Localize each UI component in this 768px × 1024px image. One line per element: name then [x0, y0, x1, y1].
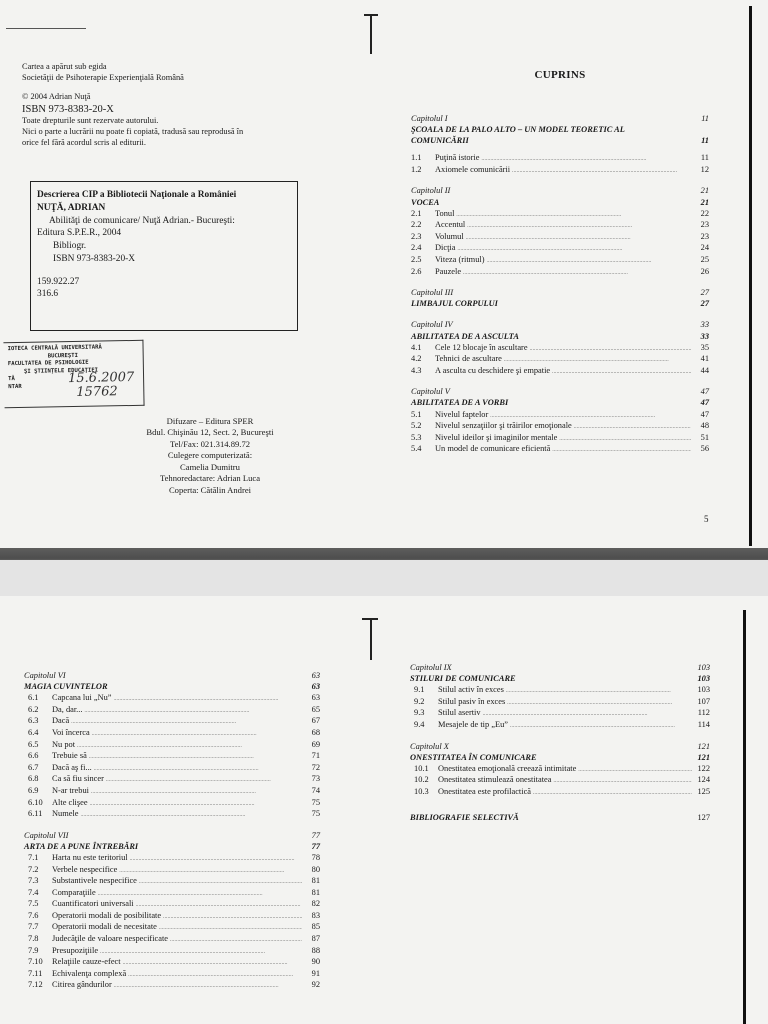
toc-item-number: 10.1	[414, 763, 429, 773]
toc-item	[24, 910, 320, 922]
toc-item	[410, 786, 710, 798]
page-ref: 103	[697, 674, 710, 684]
toc-item-number: 9.3	[414, 708, 425, 718]
toc-item-title: Judecăţile de valoare nespecificate	[52, 934, 169, 944]
toc-item-number: 6.10	[28, 797, 43, 807]
toc-page-5	[411, 113, 709, 455]
chapter-title: ABILITATEA DE A VORBI	[411, 398, 509, 408]
page-ref: 27	[700, 288, 709, 298]
toc-item-number: 6.3	[28, 716, 39, 726]
toc-item	[24, 898, 320, 910]
toc-item-title: Onestitatea stimulează onestitatea	[438, 775, 552, 785]
toc-item	[411, 342, 709, 354]
page-ref: 21	[700, 197, 709, 207]
page-ref: 33	[700, 331, 709, 341]
toc-item-number: 2.3	[411, 231, 422, 241]
toc-item-title: Nivelul faptelor	[435, 409, 489, 419]
chapter-title: ONESTITATEA ÎN COMUNICARE	[410, 752, 537, 762]
chapter-title: LIMBAJUL CORPULUI	[411, 299, 498, 309]
toc-item	[24, 852, 320, 864]
cip-class: 159.922.27	[37, 276, 80, 287]
page-ref: 75	[311, 797, 320, 807]
cip-class: 316.6	[37, 289, 59, 300]
chapter-title-row	[410, 673, 710, 684]
page-ref: 73	[311, 774, 320, 784]
toc-item-title: Nivelul ideilor şi imaginilor mentale	[435, 432, 558, 442]
page-ref: 114	[697, 719, 710, 729]
page-ref: 56	[700, 444, 709, 454]
toc-item-title: Tonul	[435, 208, 455, 218]
toc-item-number: 2.2	[411, 220, 422, 230]
toc-item-title: Tehnici de ascultare	[435, 354, 502, 364]
page-ref: 81	[311, 876, 320, 886]
chapter-title-row	[411, 135, 709, 146]
dist-line: Culegere computerizată:	[167, 450, 253, 461]
toc-item-title: Stilul asertiv	[438, 708, 481, 718]
spine-mark	[370, 14, 372, 54]
page-ref: 11	[700, 153, 709, 163]
page-ref: 69	[311, 739, 320, 749]
chapter-title: STILURI DE COMUNICARE	[410, 674, 516, 684]
page-ref: 68	[311, 727, 320, 737]
toc-item-title: Operatorii modali de posibilitate	[52, 910, 162, 920]
toc-item-number: 2.4	[411, 243, 422, 253]
page-ref: 51	[700, 432, 709, 442]
toc-item-title: Un model de comunicare eficientă	[435, 444, 551, 454]
toc-item-title: Axiomele comunicării	[435, 164, 511, 174]
page-ref: 103	[697, 663, 710, 672]
chapter-label: Capitolul X	[410, 741, 449, 751]
page-ref: 90	[311, 957, 320, 967]
dist-line: Tehnoredactare: Adrian Luca	[159, 473, 261, 484]
toc-item-title: Substantivele nespecifice	[52, 876, 137, 886]
page-ref: 80	[311, 864, 320, 874]
toc-item-title: Verbele nespecifice	[52, 864, 118, 874]
toc-item-title: Capcana lui „Nu”	[52, 693, 112, 703]
toc-item-number: 9.2	[414, 696, 425, 706]
toc-item	[24, 704, 320, 716]
rights-line: Toate drepturile sunt rezervate autorului.	[22, 116, 159, 126]
bibliography-row	[410, 812, 710, 823]
page-ref: 23	[700, 231, 709, 241]
page-ref: 27	[700, 299, 709, 309]
isbn: ISBN 973-8383-20-X	[22, 103, 114, 115]
toc-item-title: A asculta cu deschidere şi empatie	[435, 365, 551, 375]
toc-item-title: Viteza (ritmul)	[435, 255, 485, 265]
dist-line: Difuzare – Editura SPER	[166, 416, 254, 426]
page-ref: 65	[311, 704, 320, 714]
library-stamp	[3, 340, 144, 408]
chapter-title: ABILITATEA DE A ASCULTA	[411, 331, 519, 341]
bottom-book-spread	[0, 596, 768, 1024]
chapter-title-row	[24, 841, 320, 852]
chapter-title-row	[410, 752, 710, 763]
toc-item	[24, 887, 320, 899]
toc-item	[24, 956, 320, 968]
stamp-handwriting: 15.6.2007	[67, 369, 135, 387]
page-ref: 112	[697, 708, 710, 718]
chapter-label-row	[24, 830, 320, 841]
stamp-line: NTAR	[8, 383, 22, 390]
toc-item	[24, 968, 320, 980]
chapter-label: Capitolul VI	[24, 671, 66, 680]
toc-item-title: Cuantificatori universali	[52, 899, 134, 909]
toc-item-number: 7.1	[28, 852, 39, 862]
toc-item-title: Da, dar...	[52, 704, 83, 714]
chapter-label-row	[411, 386, 709, 397]
chapter-label: Capitolul VII	[24, 830, 69, 840]
chapter-title-row	[411, 124, 709, 135]
toc-item-number: 7.7	[28, 922, 39, 932]
toc-item	[410, 684, 710, 696]
toc-item-number: 6.6	[28, 751, 39, 761]
toc-item-title: Onestitatea este profilactică	[438, 786, 532, 796]
page-ref: 75	[311, 809, 320, 819]
imprint-block	[22, 62, 342, 149]
cuprins-title: CUPRINS	[534, 69, 586, 81]
toc-item-number: 5.3	[411, 432, 422, 442]
toc-item	[411, 420, 709, 432]
toc-item-title: Stilul activ în exces	[438, 685, 504, 695]
page-ref: 48	[700, 421, 709, 431]
chapter-title-row	[411, 298, 709, 309]
chapter-title-row	[411, 331, 709, 342]
page-ref: 77	[311, 830, 320, 840]
chapter-title-row	[24, 681, 320, 692]
toc-item-number: 9.4	[414, 719, 425, 729]
toc-item-title: Relaţiile cauze-efect	[52, 957, 121, 967]
toc-item	[411, 152, 709, 164]
chapter-label: Capitolul V	[411, 387, 450, 397]
stamp-line: IOTECA CENTRALĂ UNIVERSITARĂ	[7, 344, 102, 353]
toc-item-title: Citirea gândurilor	[52, 980, 112, 990]
page-edge	[743, 610, 746, 1024]
page-ref: 41	[700, 354, 709, 364]
dist-line: Tel/Fax: 021.314.89.72	[169, 438, 251, 449]
chapter-title-row	[411, 397, 709, 408]
stamp-line: ŞI ŞTIINŢELE EDUCAŢIEI	[23, 367, 99, 375]
page-number: 5	[704, 514, 709, 524]
toc-item-title: Presupoziţiile	[52, 945, 99, 955]
toc-item-number: 7.2	[28, 864, 39, 874]
toc-item-title: N-ar trebui	[52, 785, 89, 795]
toc-item	[24, 921, 320, 933]
chapter-title: VOCEA	[411, 197, 440, 207]
toc-item	[411, 409, 709, 421]
page-ref: 121	[697, 752, 710, 762]
toc-item-number: 7.9	[28, 945, 39, 955]
toc-item-number: 7.3	[28, 876, 39, 886]
page-ref: 21	[700, 186, 709, 196]
toc-item	[411, 365, 709, 377]
page-ref: 92	[311, 980, 320, 990]
page-ref: 11	[701, 114, 709, 123]
imprint-line: Societăţii de Psihoterapie Experienţială Română	[22, 72, 184, 82]
page-ref: 72	[311, 762, 320, 772]
toc-item-title: Operatorii modali de necesitate	[52, 922, 157, 932]
stamp-line: BUCUREŞTI	[47, 352, 79, 360]
toc-item-title: Alte clişee	[52, 797, 88, 807]
chapter-title-row	[411, 197, 709, 208]
chapter-label: Capitolul I	[411, 114, 448, 123]
spine-mark-top	[362, 618, 378, 620]
page-ref: 71	[311, 751, 320, 761]
cip-book: Abilităţi de comunicare/ Nuţă Adrian.- Bucureşti:	[49, 215, 235, 226]
page-edge	[749, 6, 752, 546]
distribution-block	[100, 416, 320, 496]
spine-mark	[370, 618, 372, 660]
imprint-line: Cartea a apărut sub egida	[22, 62, 107, 71]
toc-item-number: 10.2	[414, 775, 429, 785]
chapter-title: ŞCOALA DE LA PALO ALTO – UN MODEL TEORETIC AL	[411, 125, 625, 135]
toc-item	[24, 864, 320, 876]
toc-item-title: Harta nu este teritoriul	[52, 852, 128, 862]
page-ref: 103	[697, 685, 710, 695]
toc-item-title: Mesajele de tip „Eu”	[438, 719, 508, 729]
toc-item-title: Ca să fiu sincer	[52, 774, 104, 784]
page-ref: 11	[701, 136, 709, 146]
toc-item-number: 6.9	[28, 785, 39, 795]
toc-item-number: 7.10	[28, 957, 43, 967]
toc-item	[24, 773, 320, 785]
chapter-title: ARTA DE A PUNE ÎNTREBĂRI	[24, 841, 139, 851]
bibliography-title: BIBLIOGRAFIE SELECTIVĂ	[410, 812, 519, 822]
chapter-label-row	[411, 185, 709, 196]
toc-item-title: Voi încerca	[52, 727, 90, 737]
page-ref: 125	[697, 786, 710, 796]
cip-author: NUŢĂ, ADRIAN	[37, 202, 106, 213]
toc-item	[411, 266, 709, 278]
chapter-label-row	[411, 113, 709, 124]
toc-item-number: 7.8	[28, 934, 39, 944]
chapter-label-row	[411, 287, 709, 298]
page-ref: 85	[311, 922, 320, 932]
toc-item	[411, 231, 709, 243]
page-ref: 88	[311, 945, 320, 955]
dist-line: Bdul. Chişinău 12, Sect. 2, Bucureşti	[146, 427, 274, 438]
dist-line: Coperta: Cătălin Andrei	[168, 484, 252, 495]
toc-item-number: 2.1	[411, 208, 422, 218]
page-ref: 67	[311, 716, 320, 726]
toc-item	[410, 719, 710, 731]
toc-item-number: 6.11	[28, 809, 43, 819]
stamp-handwriting: 15762	[76, 384, 118, 400]
page-ref: 63	[311, 693, 320, 703]
toc-item-title: Onestitatea emoţională creează intimitate	[438, 763, 577, 773]
toc-item	[411, 242, 709, 254]
toc-item-number: 1.2	[411, 164, 422, 174]
toc-item	[24, 727, 320, 739]
toc-item-title: Cele 12 blocaje în ascultare	[435, 342, 528, 352]
page-ref: 107	[697, 696, 710, 706]
toc-item	[24, 739, 320, 751]
page-ref: 23	[700, 220, 709, 230]
toc-item-number: 2.6	[411, 266, 422, 276]
toc-item	[411, 443, 709, 455]
page-ref: 47	[700, 409, 709, 419]
stamp-line: TĂ	[8, 376, 15, 383]
page-ref: 63	[311, 682, 320, 692]
toc-item-number: 7.12	[28, 980, 43, 990]
toc-item-number: 7.4	[28, 887, 39, 897]
page-ref: 121	[697, 741, 710, 751]
page-ref: 63	[311, 671, 320, 680]
toc-item-title: Volumul	[435, 231, 464, 241]
cip-bibl: Bibliogr.	[53, 241, 87, 252]
toc-item	[24, 979, 320, 991]
page-ref: 82	[311, 899, 320, 909]
chapter-label-row	[411, 319, 709, 330]
page-ref: 91	[311, 968, 320, 978]
chapter-label-row	[410, 662, 710, 673]
toc-item	[24, 797, 320, 809]
toc-page-6	[24, 670, 320, 991]
toc-item-title: Dacă	[52, 716, 70, 726]
toc-item	[410, 696, 710, 708]
chapter-label: Capitolul II	[411, 186, 451, 196]
toc-item-title: Comparaţiile	[52, 887, 96, 897]
toc-item	[410, 763, 710, 775]
cip-isbn: ISBN 973-8383-20-X	[53, 253, 136, 264]
spine-mark-top	[364, 14, 378, 16]
page-ref: 33	[700, 320, 709, 330]
page-ref: 124	[697, 775, 710, 785]
toc-item	[24, 785, 320, 797]
cip-box	[30, 181, 298, 331]
page-ref: 25	[700, 255, 709, 265]
page-ref: 74	[311, 785, 320, 795]
page-ref: 127	[697, 812, 710, 822]
toc-item-number: 6.5	[28, 739, 39, 749]
page-ref: 22	[700, 208, 709, 218]
page-ref: 83	[311, 910, 320, 920]
toc-item-title: Accentul	[435, 220, 466, 230]
toc-item-title: Nivelul senzaţiilor şi trăirilor emoţionale	[435, 421, 572, 431]
toc-item-number: 4.2	[411, 354, 422, 364]
page-ref: 24	[700, 243, 709, 253]
stamp-line: FACULTATEA DE PSIHOLOGIE	[7, 359, 89, 368]
toc-item-number: 5.2	[411, 421, 422, 431]
toc-item	[24, 750, 320, 762]
toc-item-title: Nu pot	[52, 739, 76, 749]
toc-item-number: 1.1	[411, 153, 422, 163]
toc-item-title: Puţină istorie	[435, 153, 480, 163]
page-ref: 47	[700, 387, 709, 397]
chapter-title: COMUNICĂRII	[411, 136, 469, 146]
toc-item-title: Dacă aş fi...	[52, 762, 92, 772]
toc-item-number: 6.7	[28, 762, 39, 772]
page-ref: 35	[700, 342, 709, 352]
toc-item	[411, 219, 709, 231]
toc-item	[411, 164, 709, 176]
toc-item-number: 6.2	[28, 704, 39, 714]
toc-item	[411, 254, 709, 266]
toc-item	[24, 933, 320, 945]
toc-item-number: 7.6	[28, 910, 39, 920]
toc-item	[24, 808, 320, 820]
chapter-label-row	[410, 741, 710, 752]
toc-item	[24, 715, 320, 727]
toc-item	[411, 353, 709, 365]
rights-line: Nici o parte a lucrării nu poate fi copiată, tradusă sau reprodusă în	[22, 127, 244, 137]
toc-page-7	[410, 662, 710, 823]
toc-item-title: Numele	[52, 809, 79, 819]
toc-item	[24, 945, 320, 957]
page-ref: 122	[697, 763, 710, 773]
page-ref: 87	[311, 934, 320, 944]
toc-item-number: 5.4	[411, 444, 422, 454]
toc-item	[410, 774, 710, 786]
toc-item-title: Trebuie să	[52, 751, 87, 761]
toc-item-number: 10.3	[414, 786, 429, 796]
chapter-label-row	[24, 670, 320, 681]
toc-item-number: 6.8	[28, 774, 39, 784]
toc-item-title: Dicţia	[435, 243, 456, 253]
toc-item	[24, 875, 320, 887]
toc-item-number: 6.1	[28, 693, 39, 703]
toc-item	[410, 707, 710, 719]
toc-item-title: Pauzele	[435, 266, 462, 276]
toc-item-number: 6.4	[28, 727, 39, 737]
dist-line: Camelia Dumitru	[180, 461, 240, 472]
scan-shadow	[0, 548, 768, 560]
page-ref: 77	[311, 841, 320, 851]
toc-item-number: 7.11	[28, 968, 43, 978]
chapter-title: MAGIA CUVINTELOR	[24, 682, 108, 692]
toc-item-number: 4.3	[411, 365, 422, 375]
page-ref: 47	[700, 398, 709, 408]
page-rule	[6, 28, 86, 29]
toc-item-number: 5.1	[411, 409, 422, 419]
copyright: © 2004 Adrian Nuţă	[22, 91, 91, 101]
page-ref: 12	[700, 164, 709, 174]
toc-item-number: 9.1	[414, 685, 425, 695]
toc-item	[24, 692, 320, 704]
page-ref: 78	[311, 852, 320, 862]
chapter-label: Capitolul III	[411, 288, 454, 298]
page-ref: 81	[311, 887, 320, 897]
toc-item-number: 2.5	[411, 255, 422, 265]
toc-item-number: 7.5	[28, 899, 39, 909]
page-ref: 26	[700, 266, 709, 276]
toc-item	[24, 762, 320, 774]
page-ref: 44	[700, 365, 709, 375]
cip-title: Descrierea CIP a Bibliotecii Naţionale a României	[37, 190, 237, 200]
chapter-label: Capitolul IV	[411, 320, 453, 330]
toc-item-title: Stilul pasiv în exces	[438, 696, 506, 706]
rights-line: orice fel fără acordul scris al editurii.	[22, 138, 146, 148]
toc-item	[411, 432, 709, 444]
chapter-label: Capitolul IX	[410, 663, 452, 672]
toc-item-title: Echivalenţa complexă	[52, 968, 127, 978]
toc-item-number: 4.1	[411, 342, 422, 352]
toc-item	[411, 208, 709, 220]
cip-book: Editura S.P.E.R., 2004	[37, 228, 122, 239]
